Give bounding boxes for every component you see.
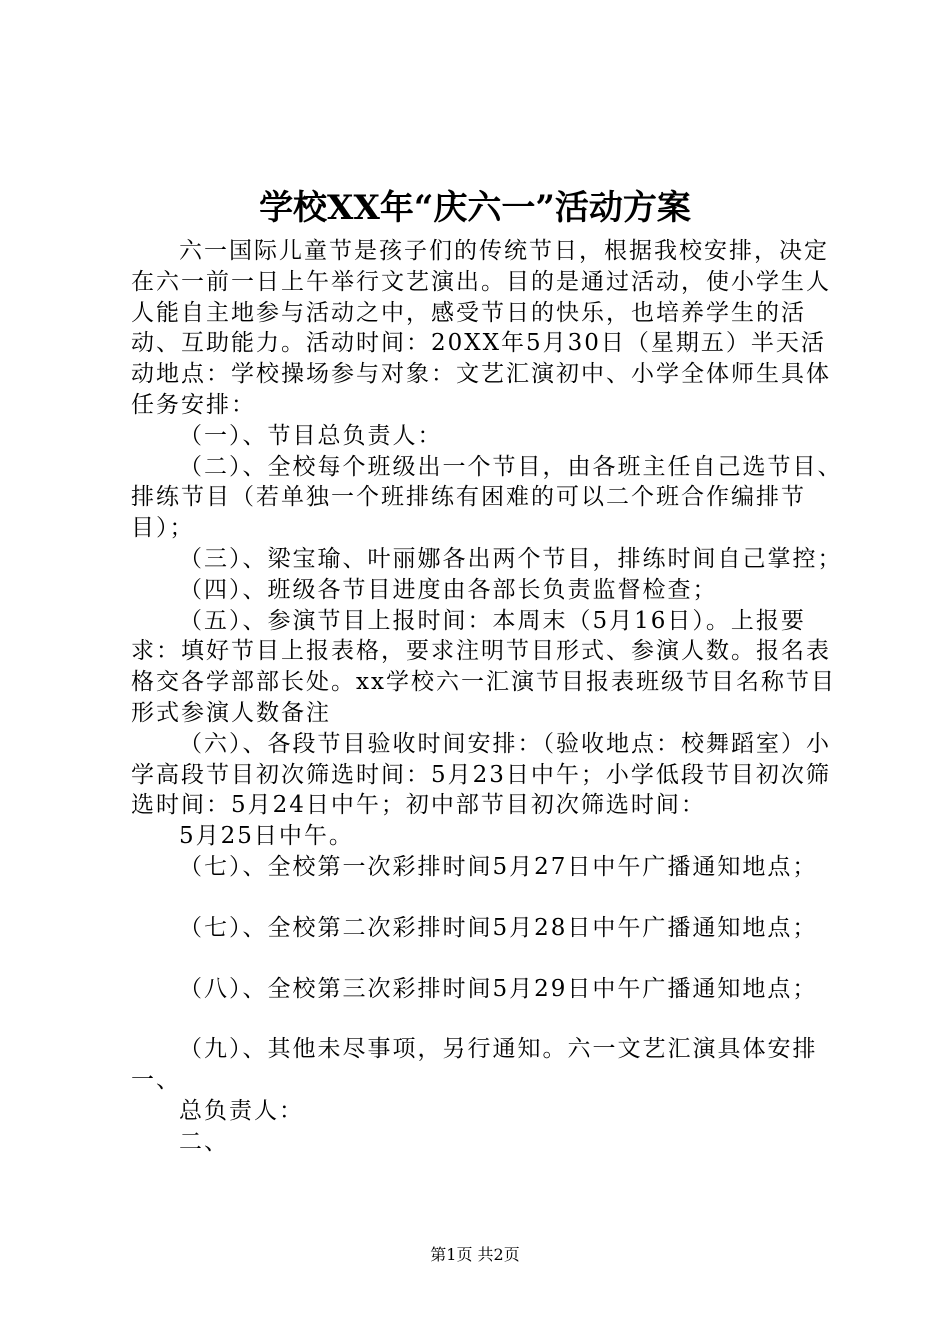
paragraph-rehearsal-1: （七）、全校第一次彩排时间5月27日中午广播通知地点； — [179, 853, 818, 880]
page-footer: 第1页 共2页 — [430, 1245, 520, 1264]
paragraph-lead: 总负责人： — [179, 1097, 304, 1124]
paragraph-item-9: （九）、其他未尽事项，另行通知。六一文艺汇演具体安排一、 — [131, 1036, 818, 1094]
paragraph-item-1: （一）、节目总负责人： — [179, 422, 443, 449]
paragraph-item-2: （二）、全校每个班级出一个节目，由各班主任自己选节目、排练节目（若单独一个班排练有困难的可以二个班合作编排节目）； — [131, 453, 843, 542]
paragraph-intro: 六一国际儿童节是孩子们的传统节日，根据我校安排，决定在六一前一日上午举行文艺演出。目的是通过活动，使小学生人人能自主地参与活动之中，感受节日的快乐，也培养学生的活动、互助能力。活动时间：20XX年5月30日（星期五）半天活动地点：学校操场参与对象：文艺汇演初中、小学全体师生具体任务安排： — [131, 238, 831, 418]
paragraph-item-6: （六）、各段节目验收时间安排：（验收地点：校舞蹈室）小学高段节目初次筛选时间：5月23日中午；小学低段节目初次筛选时间：5月24日中午；初中部节目初次筛选时间： — [131, 730, 831, 819]
paragraph-section-2: 二、 — [179, 1128, 229, 1155]
paragraph-item-4: （四）、班级各节目进度由各部长负责监督检查； — [179, 576, 718, 603]
document-title: 学校XX年“庆六一”活动方案 — [259, 188, 691, 228]
paragraph-rehearsal-2: （七）、全校第二次彩排时间5月28日中午广播通知地点； — [179, 914, 818, 941]
document-body — [131, 236, 846, 1158]
paragraph-item-6-cont: 5月25日中午。 — [179, 823, 354, 850]
paragraph-item-3: （三）、梁宝瑜、叶丽娜各出两个节目，排练时间自己掌控； — [179, 545, 843, 572]
paragraph-rehearsal-3: （八）、全校第三次彩排时间5月29日中午广播通知地点； — [179, 975, 818, 1002]
paragraph-item-5: （五）、参演节目上报时间：本周末（5月16日）。上报要求：填好节目上报表格，要求注明节目形式、参演人数。报名表格交各学部部长处。xx学校六一汇演节目报表班级节目名称节目形式参演人数备注 — [131, 607, 836, 726]
